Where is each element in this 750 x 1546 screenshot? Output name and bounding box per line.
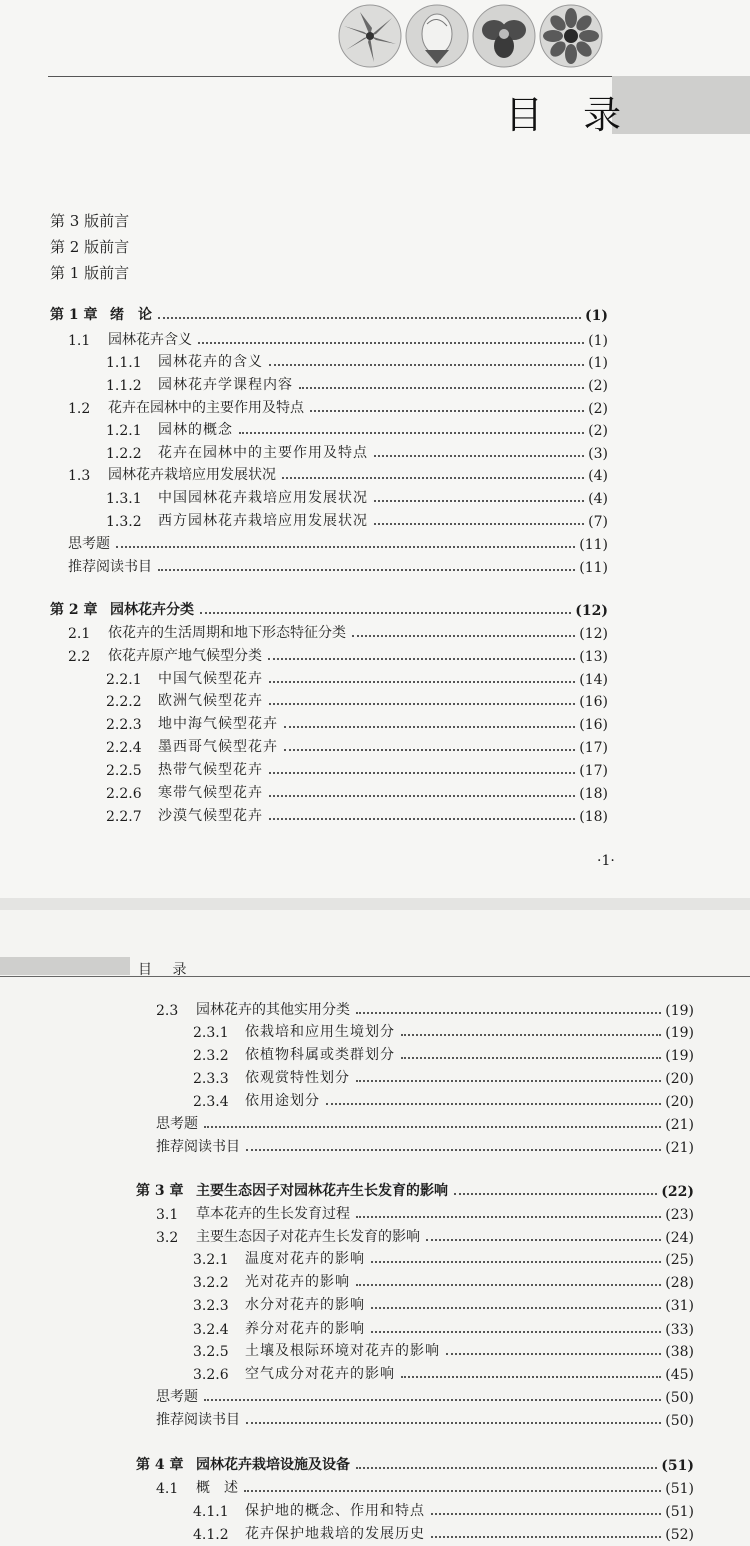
toc-entry-title: 概 述 xyxy=(196,1480,238,1496)
dot-leader xyxy=(454,1193,657,1195)
toc-entry-title: 依观赏特性划分 xyxy=(245,1070,350,1086)
toc-entry-page: (50) xyxy=(665,1413,694,1429)
preface-2: 第 2 版前言 xyxy=(50,238,130,256)
toc-entry-page: (51) xyxy=(661,1458,694,1474)
toc-entry-page: (51) xyxy=(665,1504,694,1520)
toc-entry-title: 园林花卉栽培设施及设备 xyxy=(196,1457,350,1473)
toc-chapter-row xyxy=(136,1454,694,1474)
toc-entry-title: 水分对花卉的影响 xyxy=(245,1297,365,1313)
dot-leader xyxy=(246,1149,661,1151)
toc-entry-number: 2.2.3 xyxy=(106,717,142,733)
toc-entry-number: 4.1.2 xyxy=(193,1527,229,1543)
toc-entry-title: 园林花卉学课程内容 xyxy=(158,377,293,393)
toc-entry-number: 1.1 xyxy=(68,333,91,349)
toc-entry-title: 依花卉原产地气候型分类 xyxy=(108,648,262,664)
dot-leader xyxy=(374,455,584,457)
toc-entry-title: 思考题 xyxy=(68,536,110,552)
dot-leader xyxy=(431,1513,661,1515)
toc-entry-title: 园林的概念 xyxy=(158,422,233,438)
dot-leader xyxy=(356,1012,661,1014)
toc-entry-title: 思考题 xyxy=(156,1389,198,1405)
toc-entry-title: 园林花卉分类 xyxy=(110,602,194,618)
toc-entry-row xyxy=(106,690,608,710)
toc-entry-page: (4) xyxy=(588,468,608,484)
toc-entry-number: 1.2 xyxy=(68,401,91,417)
toc-entry-row xyxy=(156,1409,694,1429)
toc-entry-page: (51) xyxy=(665,1481,694,1497)
toc-entry-page: (21) xyxy=(665,1117,694,1133)
toc-entry-row xyxy=(106,351,608,371)
toc-entry-row xyxy=(68,556,608,576)
toc-entry-row xyxy=(193,1271,694,1291)
toc-entry-title: 花卉在园林中的主要作用及特点 xyxy=(108,400,304,416)
toc-entry-page: (2) xyxy=(588,423,608,439)
toc-entry-title: 推荐阅读书目 xyxy=(156,1139,240,1155)
toc-entry-number: 1.3.2 xyxy=(106,514,142,530)
toc-entry-title: 中国气候型花卉 xyxy=(158,671,263,687)
toc-entry-number: 3.2.1 xyxy=(193,1252,229,1268)
toc-entry-title: 依花卉的生活周期和地下形态特征分类 xyxy=(108,625,346,641)
toc-entry-row xyxy=(193,1340,694,1360)
running-header: 目 录 xyxy=(138,962,195,978)
toc-entry-row xyxy=(193,1044,694,1064)
dot-leader xyxy=(356,1080,661,1082)
toc-entry-row xyxy=(156,1113,694,1133)
toc-entry-number: 2.3 xyxy=(156,1003,179,1019)
toc-entry-row xyxy=(68,645,608,665)
toc-entry-number: 4.1 xyxy=(156,1481,179,1497)
toc-entry-page: (45) xyxy=(665,1367,694,1383)
toc-entry-page: (16) xyxy=(579,717,608,733)
dot-leader xyxy=(269,772,575,774)
toc-chapter-row xyxy=(50,304,608,324)
preface-1: 第 1 版前言 xyxy=(50,264,130,282)
toc-entry-number: 3.2 xyxy=(156,1230,179,1246)
toc-entry-page: (50) xyxy=(665,1390,694,1406)
toc-entry-page: (17) xyxy=(579,740,608,756)
header-band xyxy=(0,957,130,975)
toc-entry-title: 地中海气候型花卉 xyxy=(158,716,278,732)
toc-entry-page: (16) xyxy=(579,694,608,710)
toc-entry-page: (18) xyxy=(579,809,608,825)
dot-leader xyxy=(401,1034,661,1036)
toc-entry-title: 推荐阅读书目 xyxy=(68,559,152,575)
toc-entry-number: 2.2 xyxy=(68,649,91,665)
toc-entry-page: (25) xyxy=(665,1252,694,1268)
dot-leader xyxy=(269,364,584,366)
toc-entry-number: 1.1.2 xyxy=(106,378,142,394)
toc-entry-row xyxy=(68,464,608,484)
toc-entry-title: 园林花卉的含义 xyxy=(158,354,263,370)
dot-leader xyxy=(356,1467,657,1469)
toc-entry-row xyxy=(106,442,608,462)
toc-entry-row xyxy=(106,805,608,825)
toc-entry-title: 园林花卉含义 xyxy=(108,332,192,348)
header-rule xyxy=(0,976,750,977)
toc-entry-number: 第 2 章 xyxy=(50,602,98,618)
dot-leader xyxy=(246,1422,661,1424)
dot-leader xyxy=(204,1399,661,1401)
toc-entry-title: 推荐阅读书目 xyxy=(156,1412,240,1428)
toc-entry-page: (11) xyxy=(579,560,608,576)
toc-entry-row xyxy=(193,1318,694,1338)
toc-entry-number: 3.1 xyxy=(156,1207,179,1223)
toc-entry-number: 1.1.1 xyxy=(106,355,142,371)
toc-entry-page: (31) xyxy=(665,1298,694,1314)
toc-entry-number: 3.2.3 xyxy=(193,1298,229,1314)
dot-leader xyxy=(299,387,584,389)
toc-entry-row xyxy=(106,374,608,394)
toc-entry-number: 2.2.4 xyxy=(106,740,142,756)
toc-entry-page: (20) xyxy=(665,1094,694,1110)
dot-leader xyxy=(401,1376,661,1378)
toc-entry-number: 2.2.7 xyxy=(106,809,142,825)
dot-leader xyxy=(200,612,571,614)
toc-entry-number: 第 1 章 xyxy=(50,307,98,323)
dot-leader xyxy=(401,1057,661,1059)
toc-entry-number: 2.3.1 xyxy=(193,1025,229,1041)
toc-entry-title: 依植物科属或类群划分 xyxy=(245,1047,395,1063)
toc-entry-row xyxy=(156,1477,694,1497)
flower-daisy-icon xyxy=(539,4,603,68)
toc-chapter-row xyxy=(50,599,608,619)
toc-entry-title: 依栽培和应用生境划分 xyxy=(245,1024,395,1040)
toc-entry-number: 2.3.4 xyxy=(193,1094,229,1110)
dot-leader xyxy=(204,1126,661,1128)
toc-entry-page: (20) xyxy=(665,1071,694,1087)
flower-rose-icon xyxy=(405,4,469,68)
toc-entry-title: 主要生态因子对园林花卉生长发育的影响 xyxy=(196,1183,448,1199)
dot-leader xyxy=(310,410,584,412)
flower-orchid-icon xyxy=(472,4,536,68)
toc-entry-page: (1) xyxy=(588,333,608,349)
toc-entry-row xyxy=(106,668,608,688)
toc-entry-number: 1.2.2 xyxy=(106,446,142,462)
dot-leader xyxy=(269,818,575,820)
toc-entry-page: (38) xyxy=(665,1344,694,1360)
dot-leader xyxy=(158,569,575,571)
toc-entry-title: 西方园林花卉栽培应用发展状况 xyxy=(158,513,368,529)
toc-entry-page: (7) xyxy=(588,514,608,530)
page-number: ·1· xyxy=(597,853,615,869)
toc-entry-number: 3.2.2 xyxy=(193,1275,229,1291)
toc-entry-title: 花卉在园林中的主要作用及特点 xyxy=(158,445,368,461)
toc-entry-row xyxy=(156,1203,694,1223)
dot-leader xyxy=(198,342,584,344)
dot-leader xyxy=(244,1490,661,1492)
toc-entry-number: 第 3 章 xyxy=(136,1183,184,1199)
toc-entry-title: 沙漠气候型花卉 xyxy=(158,808,263,824)
toc-entry-number: 1.3 xyxy=(68,468,91,484)
dot-leader xyxy=(356,1216,661,1218)
toc-entry-number: 4.1.1 xyxy=(193,1504,229,1520)
toc-entry-title: 寒带气候型花卉 xyxy=(158,785,263,801)
toc-entry-page: (3) xyxy=(588,446,608,462)
dot-leader xyxy=(356,1284,661,1286)
dot-leader xyxy=(326,1103,661,1105)
toc-entry-title: 园林花卉的其他实用分类 xyxy=(196,1002,350,1018)
toc-entry-number: 2.3.3 xyxy=(193,1071,229,1087)
flower-lily-icon xyxy=(338,4,402,68)
toc-entry-row xyxy=(68,622,608,642)
toc-entry-page: (28) xyxy=(665,1275,694,1291)
dot-leader xyxy=(269,681,575,683)
dot-leader xyxy=(431,1536,661,1538)
toc-entry-row xyxy=(68,533,608,553)
toc-entry-page: (22) xyxy=(661,1184,694,1200)
toc-entry-page: (21) xyxy=(665,1140,694,1156)
dot-leader xyxy=(268,658,575,660)
toc-entry-row xyxy=(106,736,608,756)
toc-entry-page: (2) xyxy=(588,401,608,417)
dot-leader xyxy=(371,1307,661,1309)
toc-entry-number: 2.2.2 xyxy=(106,694,142,710)
toc-entry-title: 空气成分对花卉的影响 xyxy=(245,1366,395,1382)
page-gap xyxy=(0,898,750,910)
toc-entry-number: 2.2.6 xyxy=(106,786,142,802)
toc-entry-title: 光对花卉的影响 xyxy=(245,1274,350,1290)
toc-entry-title: 土壤及根际环境对花卉的影响 xyxy=(245,1343,440,1359)
dot-leader xyxy=(426,1239,661,1241)
toc-entry-row xyxy=(106,759,608,779)
toc-entry-number: 2.2.1 xyxy=(106,672,142,688)
toc-entry-row xyxy=(106,487,608,507)
toc-entry-title: 依用途划分 xyxy=(245,1093,320,1109)
toc-entry-number: 3.2.4 xyxy=(193,1322,229,1338)
toc-entry-number: 3.2.6 xyxy=(193,1367,229,1383)
toc-entry-row xyxy=(156,1136,694,1156)
toc-entry-title: 保护地的概念、作用和特点 xyxy=(245,1503,425,1519)
toc-entry-number: 1.3.1 xyxy=(106,491,142,507)
dot-leader xyxy=(239,432,584,434)
toc-entry-page: (23) xyxy=(665,1207,694,1223)
toc-entry-number: 3.2.5 xyxy=(193,1344,229,1360)
toc-entry-page: (18) xyxy=(579,786,608,802)
toc-entry-row xyxy=(156,1386,694,1406)
toc-entry-page: (1) xyxy=(588,355,608,371)
toc-entry-page: (1) xyxy=(585,308,608,324)
dot-leader xyxy=(374,523,584,525)
toc-entry-page: (12) xyxy=(575,603,608,619)
toc-entry-page: (19) xyxy=(665,1003,694,1019)
toc-entry-title: 欧洲气候型花卉 xyxy=(158,693,263,709)
toc-entry-title: 草本花卉的生长发育过程 xyxy=(196,1206,350,1222)
dot-leader xyxy=(352,635,575,637)
toc-entry-row xyxy=(156,1226,694,1246)
dot-leader xyxy=(116,546,575,548)
toc-entry-row xyxy=(193,1090,694,1110)
toc-entry-row xyxy=(106,419,608,439)
dot-leader xyxy=(158,317,581,319)
toc-entry-page: (14) xyxy=(579,672,608,688)
toc-entry-number: 第 4 章 xyxy=(136,1457,184,1473)
toc-entry-title: 墨西哥气候型花卉 xyxy=(158,739,278,755)
toc-entry-page: (52) xyxy=(665,1527,694,1543)
toc-entry-number: 1.2.1 xyxy=(106,423,142,439)
dot-leader xyxy=(371,1261,661,1263)
toc-entry-title: 主要生态因子对花卉生长发育的影响 xyxy=(196,1229,420,1245)
dot-leader xyxy=(374,500,584,502)
toc-entry-row xyxy=(193,1294,694,1314)
dot-leader xyxy=(284,749,575,751)
dot-leader xyxy=(269,795,575,797)
dot-leader xyxy=(371,1331,661,1333)
toc-entry-row xyxy=(193,1248,694,1268)
dot-leader xyxy=(269,703,575,705)
dot-leader xyxy=(282,477,584,479)
toc-entry-row xyxy=(193,1523,694,1543)
show-through-text xyxy=(360,150,364,165)
toc-entry-page: (33) xyxy=(665,1322,694,1338)
toc-entry-page: (19) xyxy=(665,1025,694,1041)
toc-entry-row xyxy=(106,713,608,733)
toc-entry-page: (13) xyxy=(579,649,608,665)
toc-chapter-row xyxy=(136,1180,694,1200)
toc-entry-page: (11) xyxy=(579,537,608,553)
toc-entry-row xyxy=(193,1363,694,1383)
toc-entry-page: (12) xyxy=(579,626,608,642)
toc-entry-title: 温度对花卉的影响 xyxy=(245,1251,365,1267)
toc-entry-page: (17) xyxy=(579,763,608,779)
toc-entry-row xyxy=(193,1500,694,1520)
toc-entry-title: 思考题 xyxy=(156,1116,198,1132)
toc-entry-number: 2.2.5 xyxy=(106,763,142,779)
preface-3: 第 3 版前言 xyxy=(50,212,130,230)
toc-entry-title: 养分对花卉的影响 xyxy=(245,1321,365,1337)
toc-page-2 xyxy=(0,910,750,1546)
toc-entry-number: 2.1 xyxy=(68,626,91,642)
toc-entry-page: (4) xyxy=(588,491,608,507)
toc-entry-title: 绪 论 xyxy=(110,307,152,323)
toc-entry-row xyxy=(68,397,608,417)
toc-entry-row xyxy=(193,1067,694,1087)
toc-entry-row xyxy=(106,510,608,530)
toc-entry-title: 花卉保护地栽培的发展历史 xyxy=(245,1526,425,1542)
toc-entry-title: 中国园林花卉栽培应用发展状况 xyxy=(158,490,368,506)
dot-leader xyxy=(446,1353,661,1355)
page-title: 目 录 xyxy=(505,93,636,137)
toc-entry-row xyxy=(193,1021,694,1041)
toc-entry-title: 园林花卉栽培应用发展状况 xyxy=(108,467,276,483)
toc-entry-page: (24) xyxy=(665,1230,694,1246)
toc-entry-page: (2) xyxy=(588,378,608,394)
dot-leader xyxy=(284,726,575,728)
toc-entry-title: 热带气候型花卉 xyxy=(158,762,263,778)
toc-entry-row xyxy=(156,999,694,1019)
toc-entry-number: 2.3.2 xyxy=(193,1048,229,1064)
toc-entry-row xyxy=(106,782,608,802)
toc-entry-row xyxy=(68,329,608,349)
toc-entry-page: (19) xyxy=(665,1048,694,1064)
